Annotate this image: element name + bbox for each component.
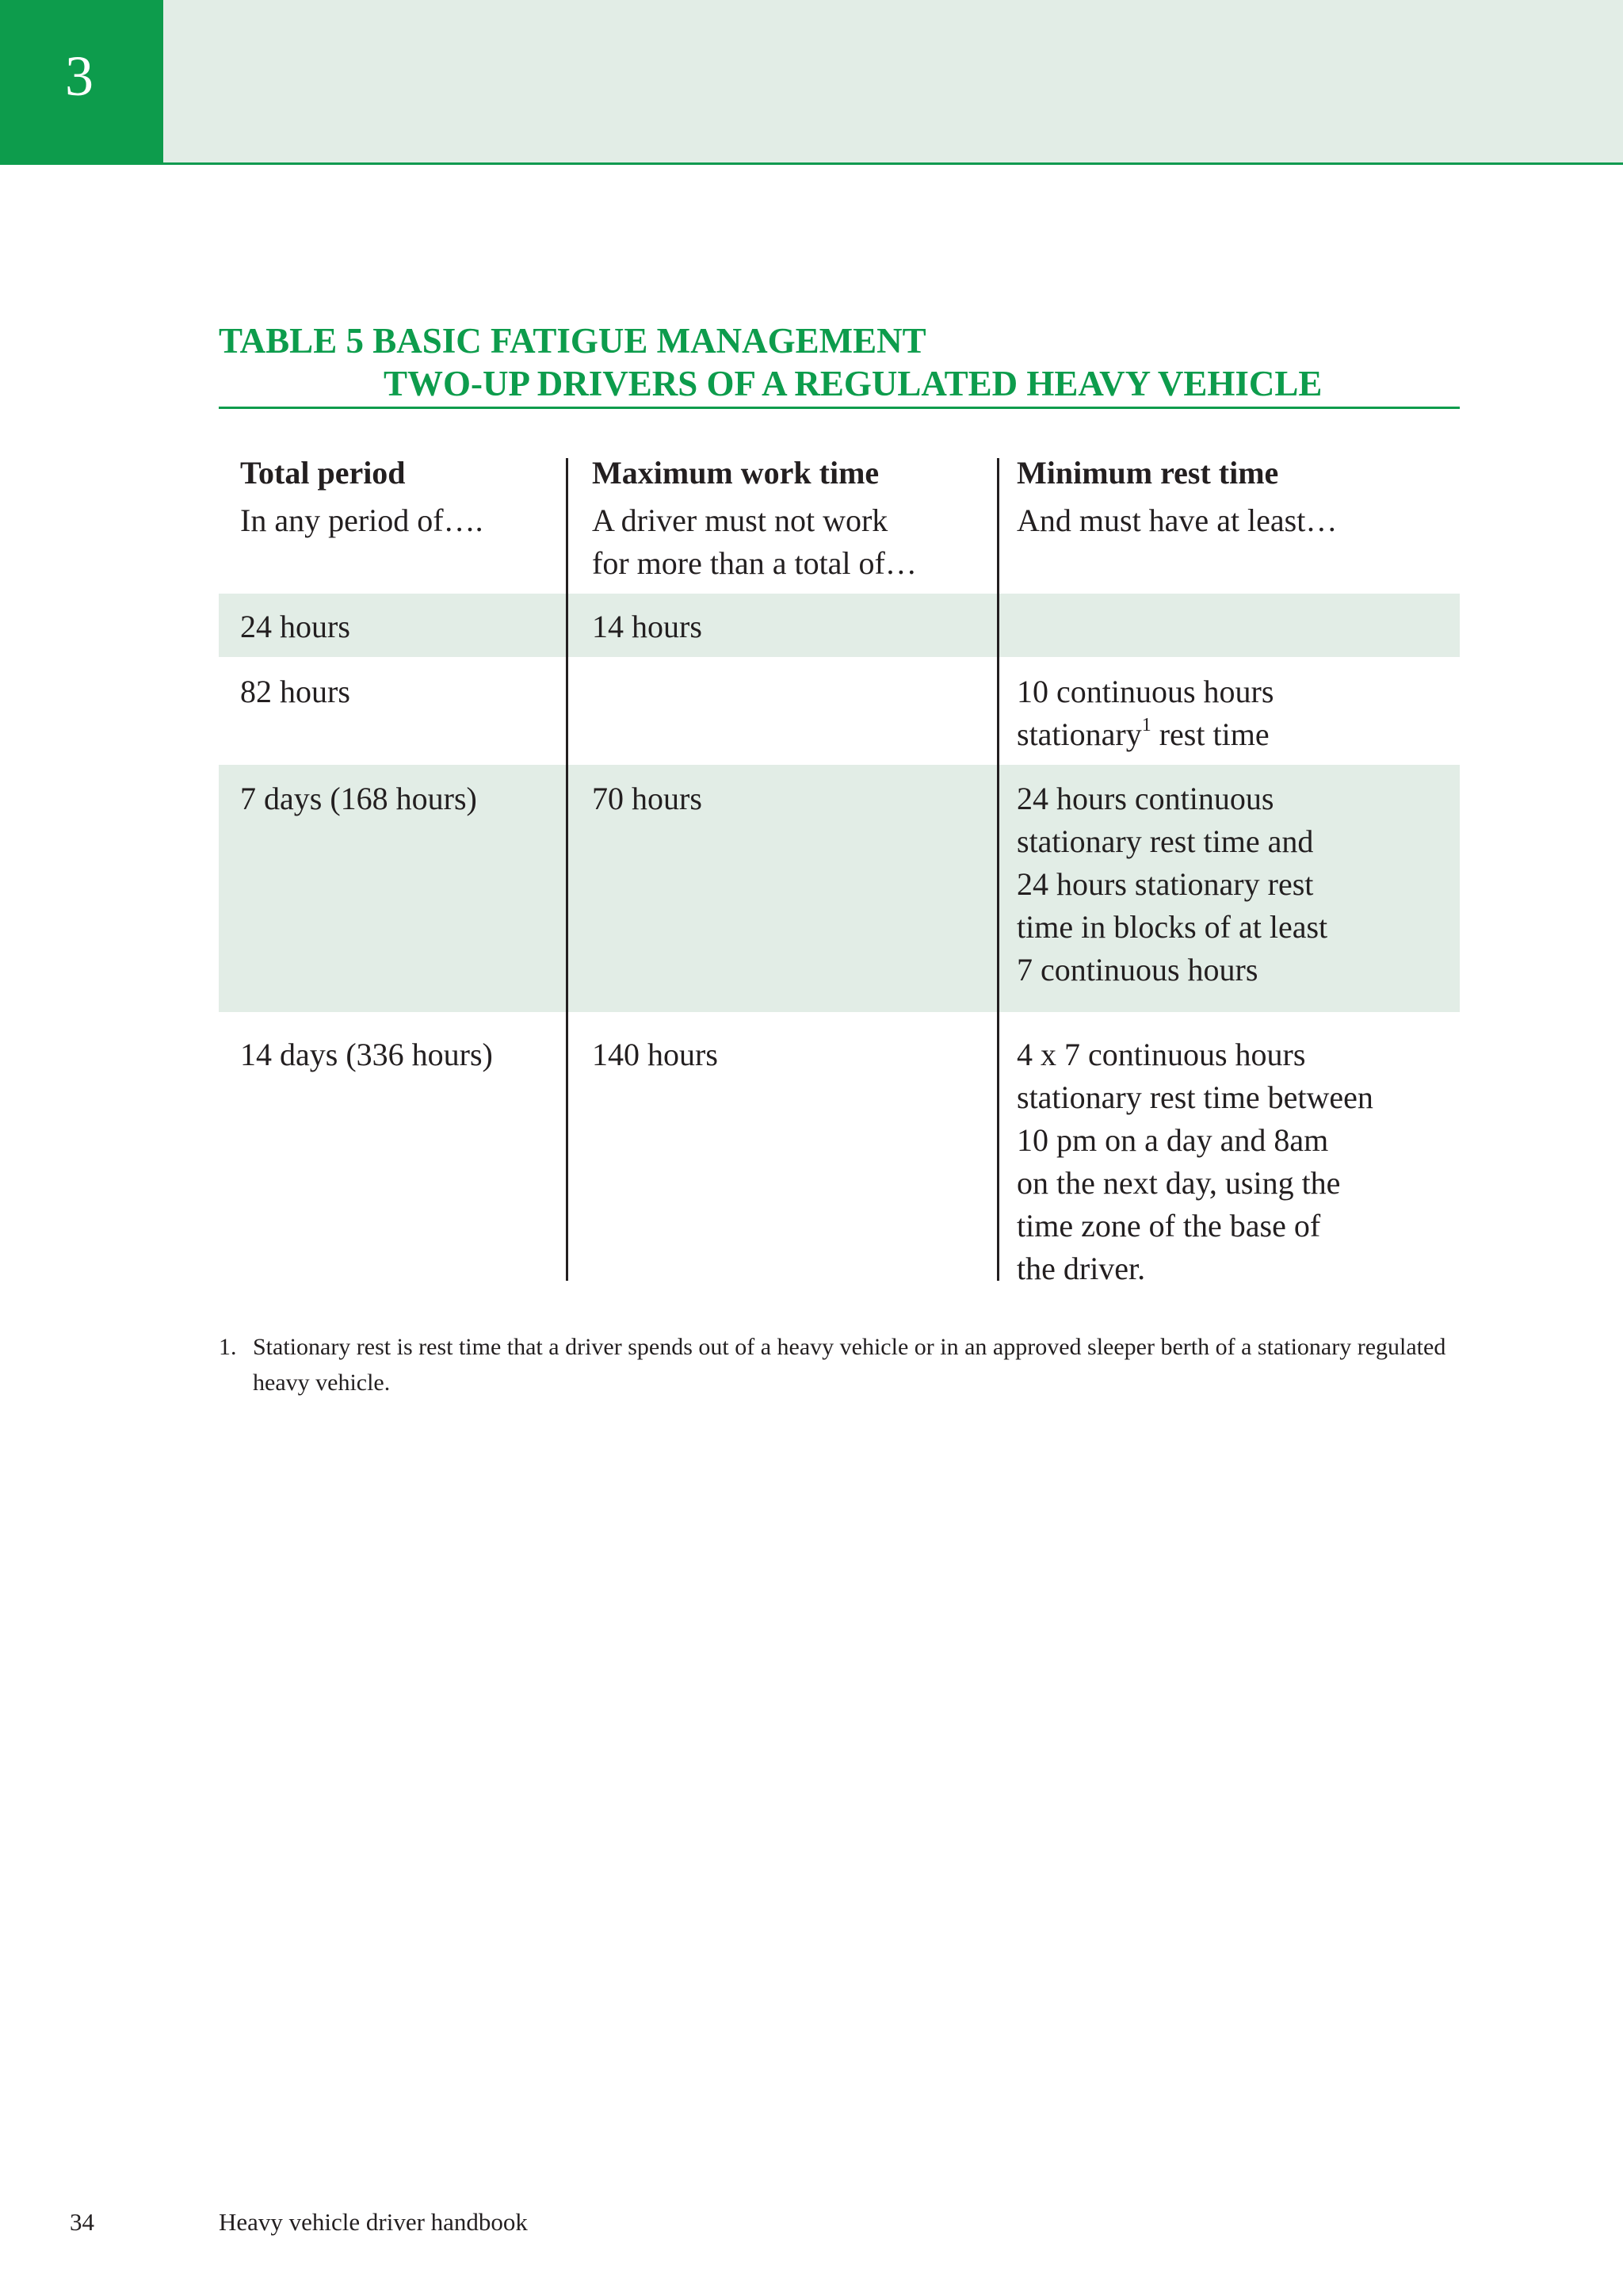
row-7-days-period: 7 days (168 hours) (240, 781, 477, 816)
title-rule (219, 407, 1460, 409)
row-82-hours-period: 82 hours (240, 674, 350, 709)
table-title (219, 319, 1460, 405)
row-24-hours-period: 24 hours (240, 609, 350, 644)
column-divider (997, 458, 999, 1281)
row-7-days-rest: 24 hours continuous stationary rest time and 24 hours stationary rest time in blocks of at least 7 continuous hours (1017, 781, 1328, 988)
row-7-days-work: 70 hours (592, 781, 702, 816)
rest-line2-prefix: stationary (1017, 716, 1142, 752)
row-14-days-rest: 4 x 7 continuous hours stationary rest time between 10 pm on a day and 8am on the next day, using the time zone of the base of the driver. (1017, 1037, 1373, 1286)
header-band (0, 0, 1623, 165)
header-minimum-rest-time-subtitle: And must have at least… (1017, 502, 1338, 538)
header-total-period: Total period (240, 455, 406, 491)
rest-line2-suffix: rest time (1151, 716, 1270, 752)
footnote-text: Stationary rest is rest time that a driver spends out of a heavy vehicle or in an approved sleeper berth of a stationary regulated heavy vehicle. (253, 1334, 1446, 1396)
table-title-line2: TWO-UP DRIVERS OF A REGULATED HEAVY VEHICLE (384, 364, 1323, 403)
footnote-reference: 1 (1141, 715, 1151, 735)
row-82-hours-rest-line1: 10 continuous hours (1017, 674, 1274, 709)
column-divider (566, 458, 568, 1281)
table-title-line1: TABLE 5 BASIC FATIGUE MANAGEMENT (219, 321, 926, 361)
header-maximum-work-time-subtitle: A driver must not work for more than a total of… (592, 502, 917, 581)
row-band-24-hours (219, 594, 1460, 657)
chapter-number: 3 (0, 0, 163, 165)
footer-title: Heavy vehicle driver handbook (219, 2208, 528, 2236)
header-minimum-rest-time: Minimum rest time (1017, 455, 1279, 491)
row-14-days-work: 140 hours (592, 1037, 718, 1072)
footnote-number: 1. (219, 1334, 237, 1360)
page-number: 34 (70, 2208, 94, 2236)
row-82-hours-rest (1017, 670, 1274, 756)
header-maximum-work-time: Maximum work time (592, 455, 880, 491)
row-14-days-period: 14 days (336 hours) (240, 1037, 493, 1072)
header-total-period-subtitle: In any period of…. (240, 502, 483, 538)
footnote (219, 1329, 1463, 1400)
row-82-hours-rest-line2 (1017, 713, 1274, 756)
row-24-hours-work: 14 hours (592, 609, 702, 644)
